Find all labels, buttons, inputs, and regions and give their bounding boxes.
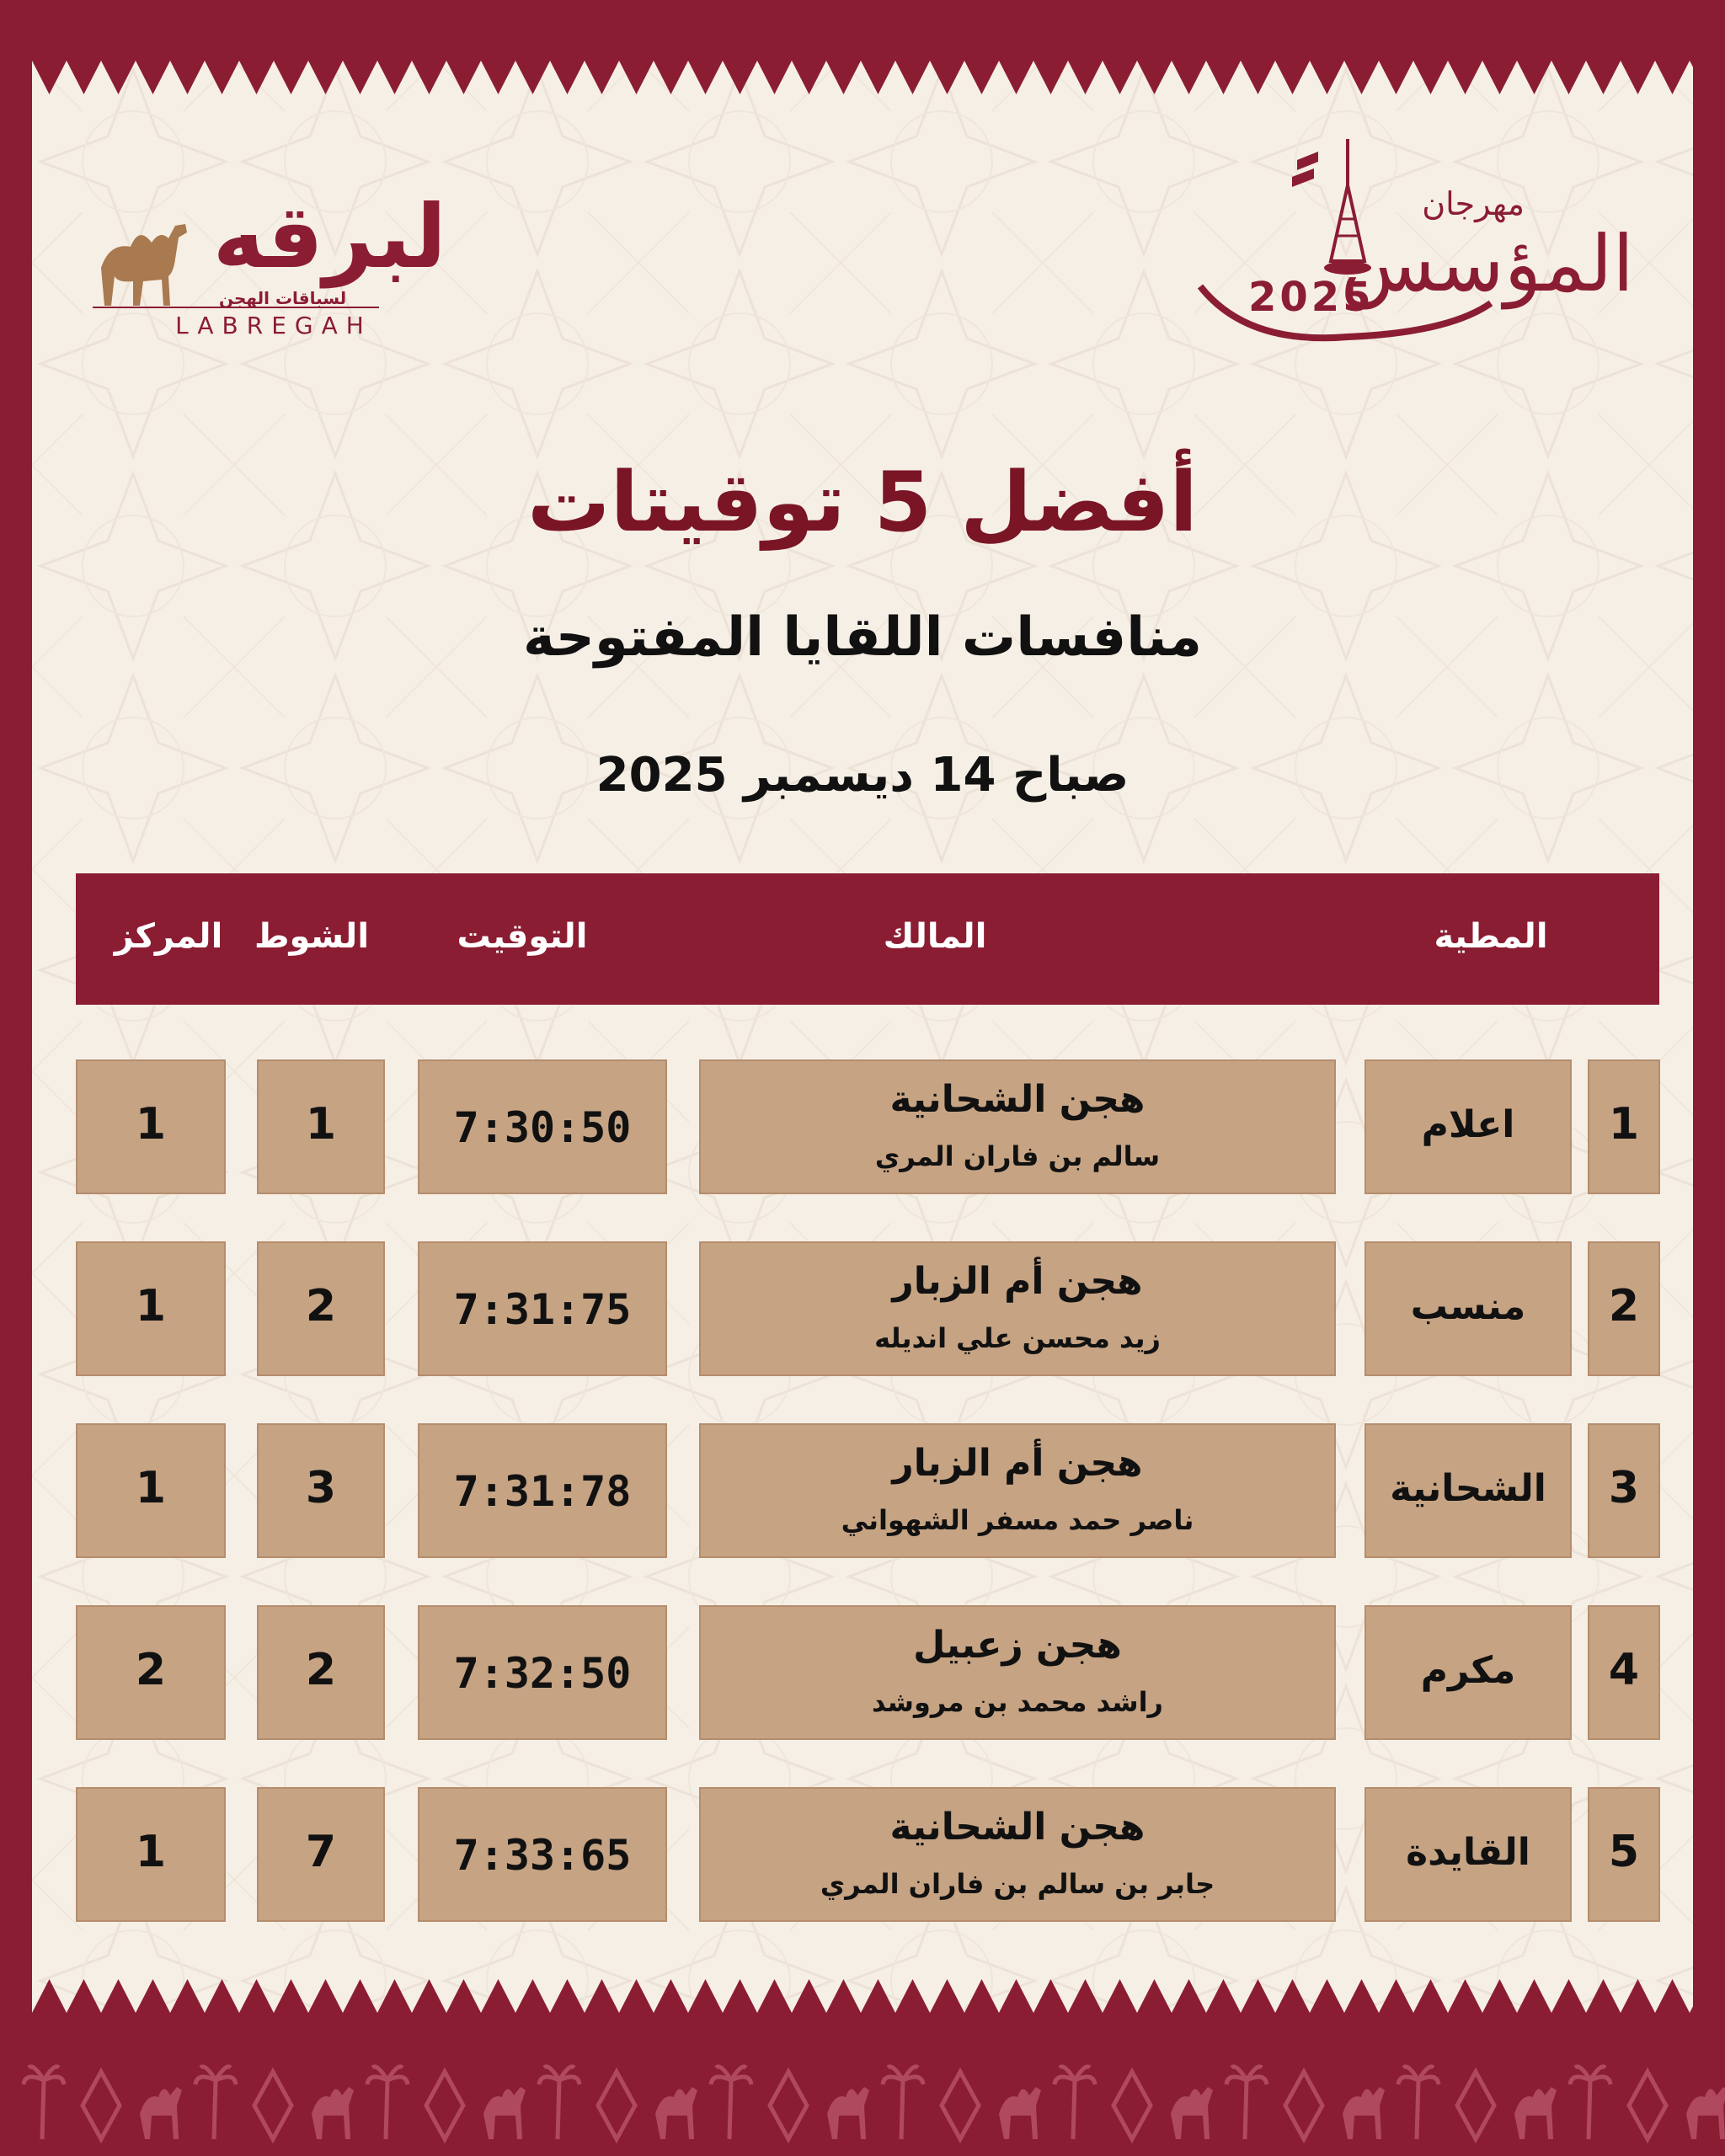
camp-name: هجن الشحانية <box>889 1806 1146 1849</box>
camel-icon <box>827 2087 869 2139</box>
rank-cell <box>76 1787 226 1922</box>
round-value: 7 <box>305 1827 337 1877</box>
diamond-icon <box>942 2072 979 2139</box>
logo-arabic-subtitle: لسباقات الهجن <box>219 288 347 308</box>
palm-icon <box>1226 2067 1267 2139</box>
diamond-icon <box>770 2072 807 2139</box>
palm-icon <box>1570 2067 1610 2139</box>
logo-english-name: LABREGAH <box>175 312 372 339</box>
mount-name: الشحانية <box>1390 1467 1546 1510</box>
page-subtitle: منافسات اللقايا المفتوحة <box>522 606 1203 669</box>
diamond-icon <box>426 2072 463 2139</box>
diamond-icon <box>1457 2072 1494 2139</box>
round-cell <box>257 1059 385 1194</box>
position-number: 3 <box>1608 1463 1640 1513</box>
page-title: أفضل 5 توقيتات <box>527 455 1198 551</box>
table-row <box>0 1241 1725 1376</box>
camel-icon <box>1343 2087 1385 2139</box>
mount-name: اعلام <box>1421 1103 1515 1146</box>
mount-name: القايدة <box>1406 1831 1530 1874</box>
zigzag-bottom-border <box>32 1979 1693 2013</box>
palm-icon <box>367 2067 408 2139</box>
palm-icon <box>1398 2067 1439 2139</box>
palm-icon <box>195 2067 236 2139</box>
time-value: 7:33:65 <box>453 1831 632 1880</box>
header-rank: المركز <box>114 917 223 956</box>
time-value: 7:32:50 <box>453 1649 632 1698</box>
table-row <box>0 1787 1725 1922</box>
time-cell <box>418 1787 667 1922</box>
table-header <box>76 873 1659 1005</box>
round-value: 2 <box>305 1281 337 1331</box>
round-value: 2 <box>305 1645 337 1695</box>
owner-name: سالم بن فاران المري <box>874 1140 1161 1172</box>
logo-arabic-name: لبرقه <box>212 185 446 288</box>
camel-icon <box>140 2087 182 2139</box>
mount-name: منسب <box>1410 1285 1526 1328</box>
rank-value: 1 <box>135 1099 167 1150</box>
round-cell <box>257 1423 385 1558</box>
diamond-icon <box>1285 2072 1322 2139</box>
owner-cell <box>699 1059 1336 1194</box>
mount-cell <box>1365 1059 1572 1194</box>
camel-icon <box>1514 2087 1557 2139</box>
mount-cell <box>1365 1241 1572 1376</box>
mount-cell <box>1365 1605 1572 1740</box>
festival-name: المؤسس <box>1340 219 1634 309</box>
camel-icon <box>483 2087 526 2139</box>
table-row <box>0 1605 1725 1740</box>
rank-cell <box>76 1241 226 1376</box>
camp-name: هجن أم الزبار <box>892 1442 1143 1485</box>
labregah-logo <box>93 185 455 345</box>
palm-icon <box>24 2067 64 2139</box>
camp-name: هجن الشحانية <box>889 1078 1146 1121</box>
camel-icon <box>1686 2087 1725 2139</box>
owner-name: جابر بن سالم بن فاران المري <box>820 1868 1215 1900</box>
time-cell <box>418 1423 667 1558</box>
round-cell <box>257 1605 385 1740</box>
header-time: التوقيت <box>457 917 588 956</box>
camel-icon <box>999 2087 1041 2139</box>
position-number: 2 <box>1608 1281 1640 1331</box>
table-row <box>0 1423 1725 1558</box>
owner-cell <box>699 1241 1336 1376</box>
camel-icon <box>1171 2087 1213 2139</box>
round-value: 1 <box>305 1099 337 1150</box>
palm-icon <box>711 2067 751 2139</box>
time-value: 7:31:78 <box>453 1467 632 1516</box>
header-mount: المطية <box>1434 917 1548 956</box>
diamond-icon <box>83 2072 120 2139</box>
round-cell <box>257 1787 385 1922</box>
mount-cell <box>1365 1423 1572 1558</box>
footer-decorative-band <box>0 2021 1725 2156</box>
palm-icon <box>883 2067 923 2139</box>
time-cell <box>418 1605 667 1740</box>
position-cell <box>1588 1423 1660 1558</box>
diamond-icon <box>254 2072 291 2139</box>
founder-festival-logo <box>1196 126 1634 379</box>
rank-cell <box>76 1605 226 1740</box>
position-cell <box>1588 1605 1660 1740</box>
time-cell <box>418 1059 667 1194</box>
festival-year: 2025 <box>1248 274 1375 321</box>
position-cell <box>1588 1787 1660 1922</box>
diamond-icon <box>598 2072 635 2139</box>
rank-value: 1 <box>135 1281 167 1331</box>
round-value: 3 <box>305 1463 337 1513</box>
rank-cell <box>76 1059 226 1194</box>
position-number: 1 <box>1608 1099 1640 1150</box>
owner-name: زيد محسن علي انديله <box>874 1322 1161 1354</box>
rank-value: 1 <box>135 1463 167 1513</box>
rank-value: 1 <box>135 1827 167 1877</box>
mount-name: مكرم <box>1420 1649 1516 1692</box>
rank-value: 2 <box>135 1645 167 1695</box>
owner-cell <box>699 1605 1336 1740</box>
diamond-icon <box>1114 2072 1151 2139</box>
round-cell <box>257 1241 385 1376</box>
time-value: 7:31:75 <box>453 1285 632 1334</box>
time-value: 7:30:50 <box>453 1103 632 1152</box>
rank-cell <box>76 1423 226 1558</box>
festival-label: مهرجان <box>1422 185 1525 222</box>
header-round: الشوط <box>254 917 370 956</box>
camp-name: هجن أم الزبار <box>892 1260 1143 1303</box>
camel-icon <box>655 2087 697 2139</box>
camp-name: هجن زعبيل <box>913 1624 1122 1667</box>
palm-icon <box>539 2067 579 2139</box>
mount-cell <box>1365 1787 1572 1922</box>
owner-name: ناصر حمد مسفر الشهواني <box>841 1504 1194 1536</box>
diamond-icon <box>1629 2072 1666 2139</box>
zigzag-top-border <box>32 61 1693 94</box>
position-cell <box>1588 1241 1660 1376</box>
owner-cell <box>699 1423 1336 1558</box>
time-cell <box>418 1241 667 1376</box>
camel-icon <box>93 209 202 310</box>
date-label: صباح 14 ديسمبر 2025 <box>595 748 1130 803</box>
owner-name: راشد محمد بن مروشد <box>872 1686 1163 1718</box>
header-owner: المالك <box>883 917 987 956</box>
camel-icon <box>312 2087 354 2139</box>
table-row <box>0 1059 1725 1194</box>
position-number: 4 <box>1608 1645 1640 1695</box>
owner-cell <box>699 1787 1336 1922</box>
position-cell <box>1588 1059 1660 1194</box>
palm-icon <box>1055 2067 1095 2139</box>
position-number: 5 <box>1608 1827 1640 1877</box>
